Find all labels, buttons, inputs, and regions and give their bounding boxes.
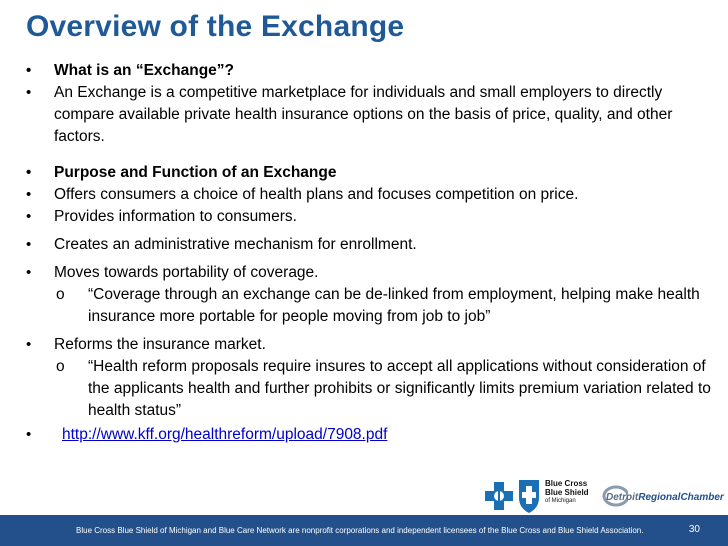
- bullet-text: Offers consumers a choice of health plans and focuses competition on price.: [54, 186, 579, 203]
- bullet-exchange-definition: [26, 82, 716, 148]
- chamber-word-detroit: Detroit: [606, 492, 639, 503]
- kff-link[interactable]: http://www.kff.org/healthreform/upload/7908.pdf: [62, 426, 388, 443]
- bullet-text: What is an “Exchange”?: [54, 62, 235, 79]
- sub-bullet-text: “Health reform proposals require insures to accept all applications without consideration of the applicants health and further prohibits or significantly limits premium variation related to health status”: [88, 358, 711, 419]
- bullet-glyph: •: [26, 236, 32, 253]
- bullet-what-is-exchange: [26, 60, 716, 82]
- bullet-text: An Exchange is a competitive marketplace for individuals and small employers to directly compare available private health insurance options on the basis of price, quality, and other factors.: [54, 84, 673, 145]
- bullet-purpose: [26, 162, 716, 184]
- bullet-text: Moves towards portability of coverage.: [54, 264, 319, 281]
- bullet-glyph: •: [26, 84, 32, 101]
- bcbs-line-2: Blue Shield: [545, 487, 589, 497]
- blue-cross-logo: [484, 476, 514, 516]
- footer-bar: [0, 515, 728, 546]
- page-number: 30: [688, 524, 700, 535]
- bullet-reforms: [26, 334, 716, 356]
- bullet-enrollment: [26, 234, 716, 256]
- bullet-glyph: •: [26, 426, 32, 443]
- bullet-glyph: •: [26, 208, 32, 225]
- chamber-word-regional: RegionalChamber: [638, 492, 724, 503]
- bullet-text: Purpose and Function of an Exchange: [54, 164, 337, 181]
- bullet-glyph: •: [26, 336, 32, 353]
- page-title: Overview of the Exchange: [26, 10, 405, 43]
- bcbs-line-1: Blue Cross: [545, 479, 588, 488]
- bcbs-wordmark: [545, 480, 589, 506]
- bcbs-line-3: of Michigan: [545, 498, 576, 504]
- bullet-glyph: •: [26, 164, 32, 181]
- bullet-text: Creates an administrative mechanism for enrollment.: [54, 236, 417, 253]
- bullet-text: Provides information to consumers.: [54, 208, 297, 225]
- bullet-text: Reforms the insurance market.: [54, 336, 266, 353]
- bullet-portability: [26, 262, 716, 284]
- footer-disclaimer: Blue Cross Blue Shield of Michigan and Blue Care Network are nonprofit corporations and independent licensees of the Blue Cross and Blue Shield Association.: [76, 526, 644, 535]
- blue-shield-logo: [516, 476, 542, 516]
- sub-bullet-glyph: o: [56, 286, 65, 303]
- bullet-glyph: •: [26, 62, 32, 79]
- bullet-link: [26, 424, 716, 446]
- chamber-wordmark: [606, 492, 724, 503]
- sub-bullet-glyph: o: [56, 358, 65, 375]
- bullet-choice: [26, 184, 716, 206]
- bullet-glyph: •: [26, 186, 32, 203]
- sub-bullet-text: “Coverage through an exchange can be de-linked from employment, helping make health insurance more portable for people moving from job to job”: [88, 286, 700, 325]
- sub-bullet-portability-quote: [26, 284, 716, 328]
- bullet-glyph: •: [26, 264, 32, 281]
- bullet-list: [26, 60, 716, 446]
- sub-bullet-reforms-quote: [26, 356, 716, 422]
- bullet-information: [26, 206, 716, 228]
